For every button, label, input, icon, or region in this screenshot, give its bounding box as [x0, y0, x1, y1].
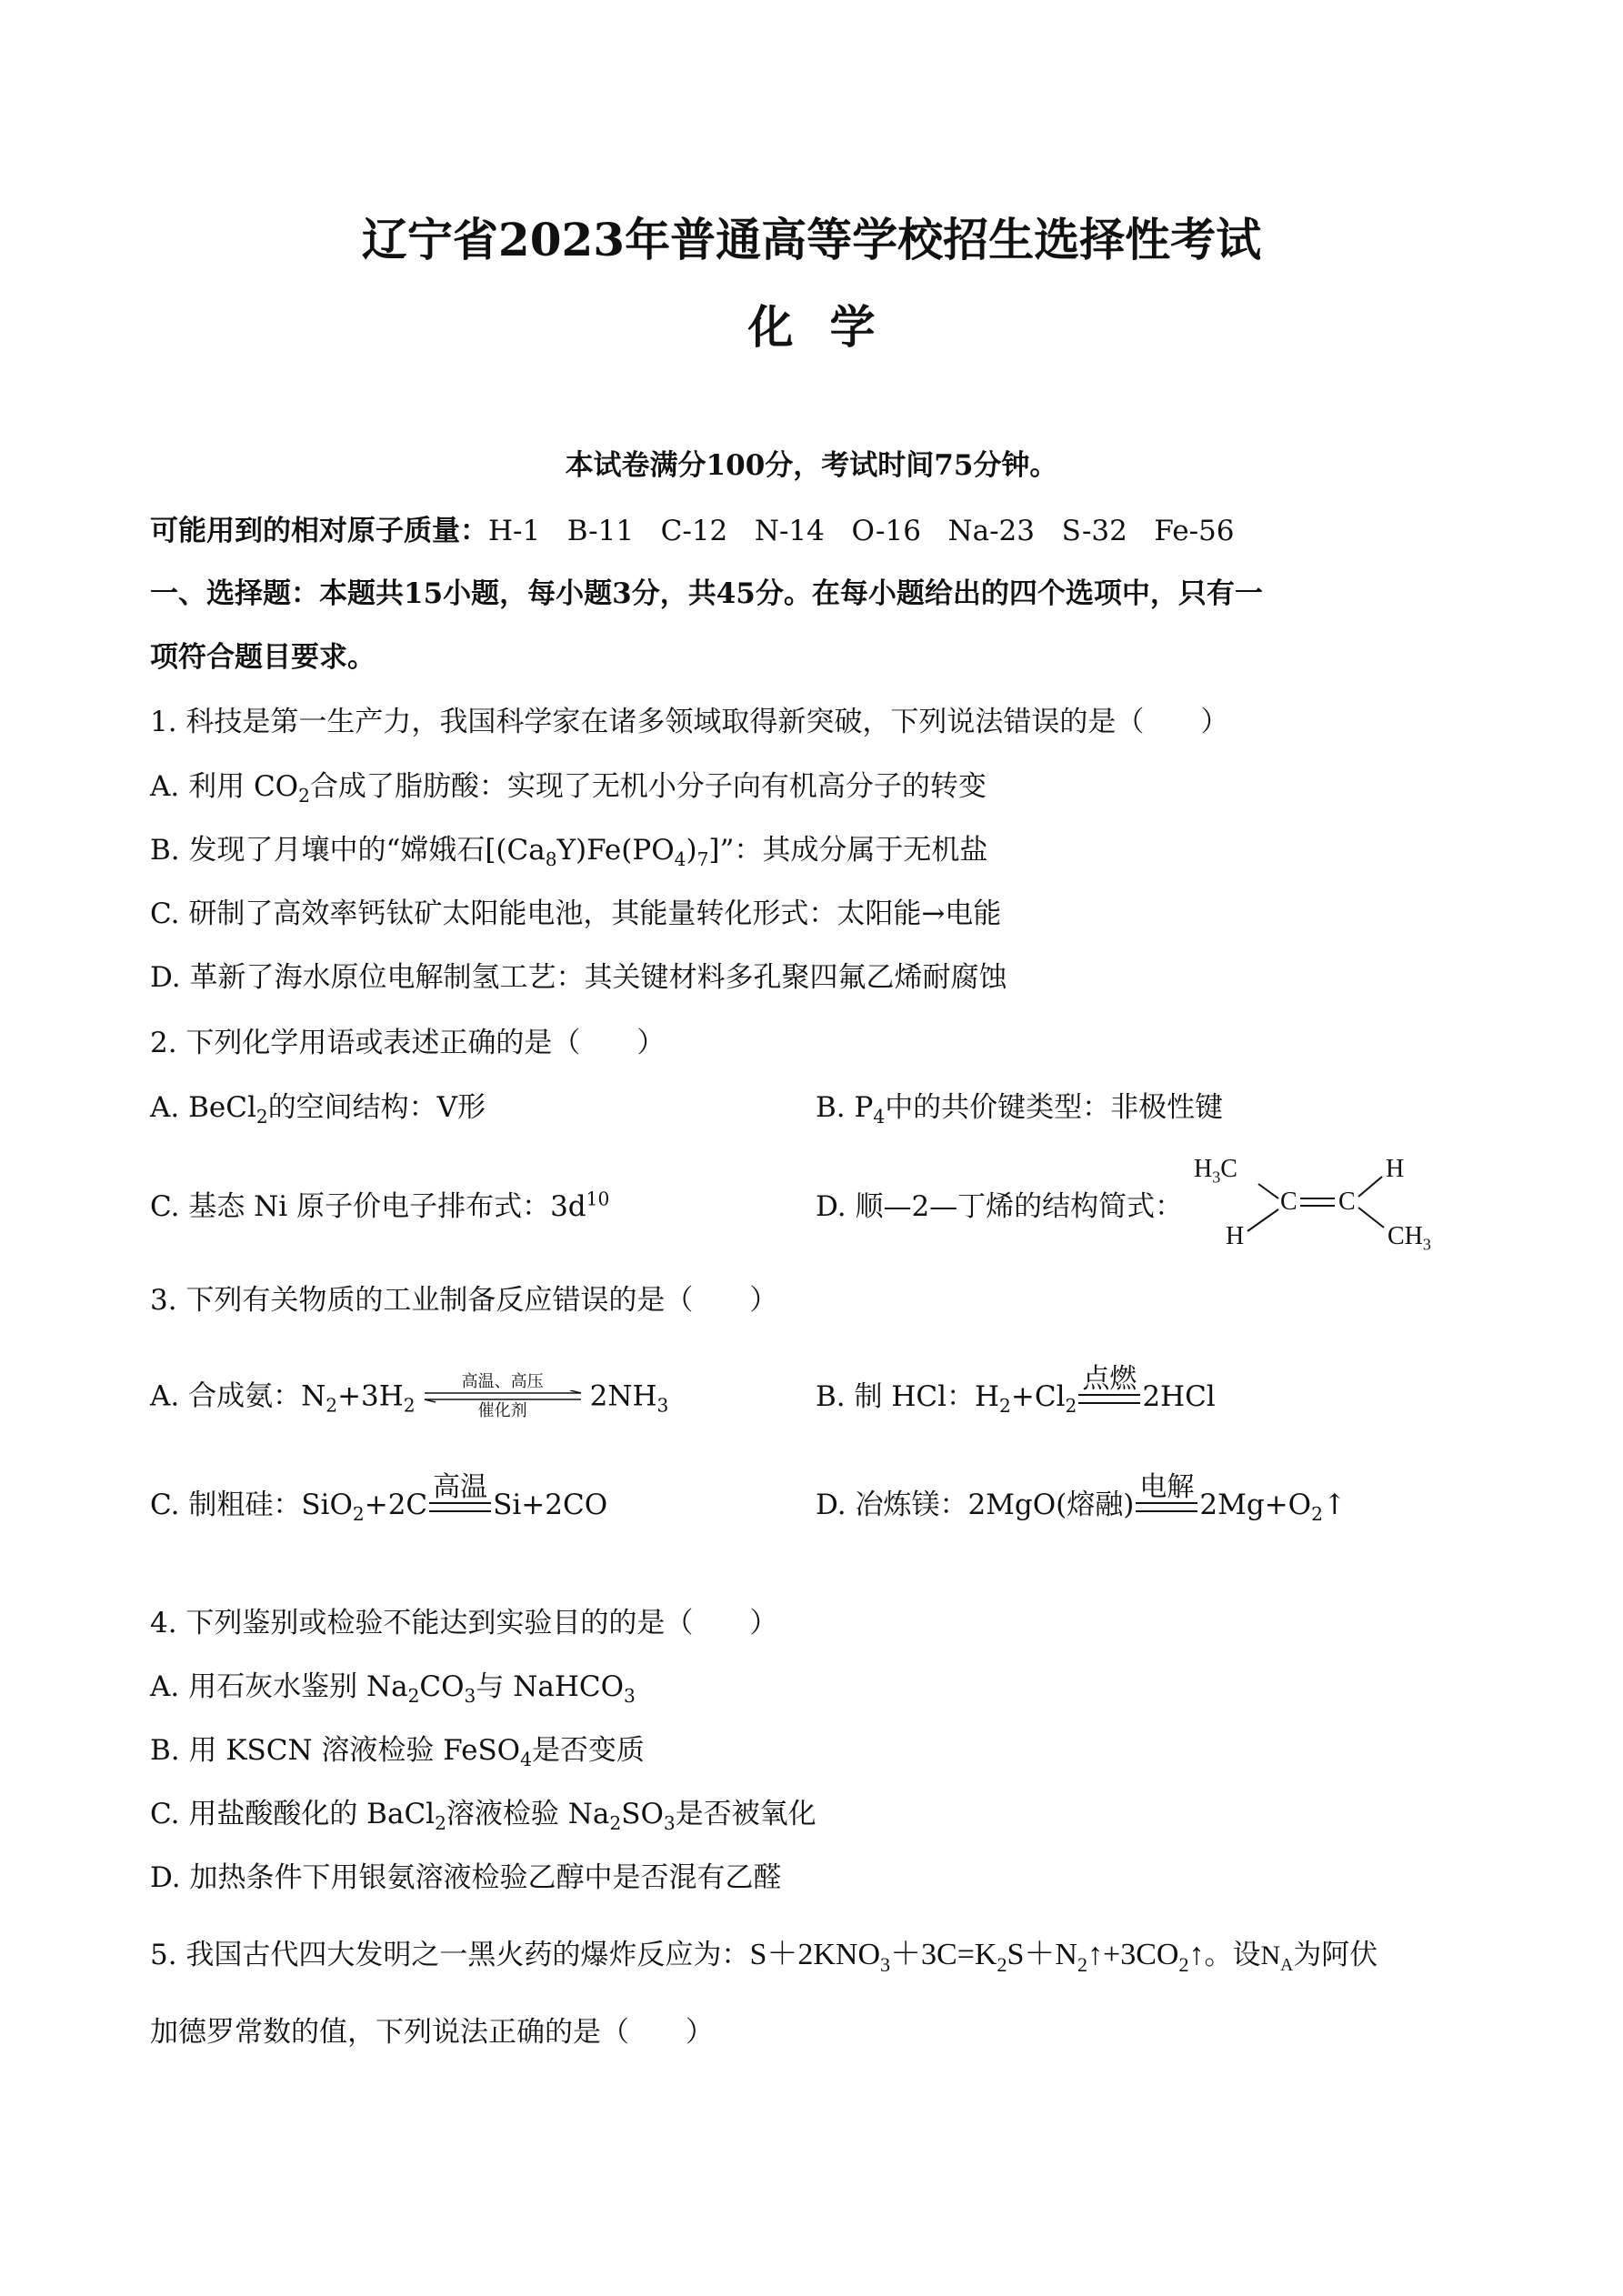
q3-b-label: B. 制 HCl：H: [816, 1380, 1000, 1413]
q4-b-sub: 4: [520, 1749, 532, 1771]
q3-d-cond-text: 电解: [1139, 1471, 1195, 1503]
section-heading-line1: 一、选择题：本题共15小题，每小题3分，共45分。在每小题给出的四个选项中，只有一: [150, 577, 1263, 610]
q3-stem: 3. 下列有关物质的工业制备反应错误的是（ ）: [150, 1284, 778, 1317]
q4-a-post: 与 NaHCO: [476, 1670, 624, 1703]
q2-option-a: [150, 1089, 486, 1126]
mol-h-right: H: [1386, 1155, 1405, 1183]
q4-c-mid: 溶液检验 Na: [446, 1798, 610, 1830]
q1-b-mid2: ): [686, 834, 697, 867]
q3-a-prod: 2NH: [589, 1379, 657, 1413]
q3-d-sub: 2: [1311, 1503, 1323, 1526]
q3-c-mid: +2C: [364, 1489, 428, 1521]
q3-d-label: D. 冶炼镁：2MgO(熔融): [816, 1489, 1135, 1521]
q3-b-prod: 2HCl: [1142, 1380, 1216, 1413]
q1-option-c: C. 研制了高效率钙钛矿太阳能电池，其能量转化形式：太阳能→电能: [150, 897, 1002, 930]
q3-d-prod: 2Mg+O: [1199, 1489, 1312, 1521]
q4-a-text: A. 用石灰水鉴别 Na: [150, 1670, 408, 1703]
mol-ch3: $CH_3$: [1388, 1222, 1431, 1254]
q2-b-text: B. P: [816, 1091, 874, 1124]
q1-option-d: D. 革新了海水原位电解制氢工艺：其关键材料多孔聚四氟乙烯耐腐蚀: [150, 961, 1007, 994]
q5-stem-post: 为阿伏: [1293, 1939, 1378, 1971]
avogadro-symbol: $N_A$: [1260, 1940, 1294, 1975]
q3-option-c: [150, 1473, 607, 1555]
q1-b-sub1: 8: [545, 848, 557, 871]
q1-b-text: B. 发现了月壤中的“嫦娥石[(Ca: [150, 834, 546, 867]
q3-a-mid: +3H: [337, 1379, 404, 1413]
q4-c-sub3: 3: [663, 1812, 676, 1835]
q2-c-text: C. 基态 Ni 原子价电子排布式：3d: [150, 1190, 586, 1223]
q3-b-sub2: 2: [1065, 1395, 1077, 1418]
q4-a-sub3: 3: [624, 1685, 636, 1708]
q1-option-b: [150, 832, 988, 871]
subject-title: 化学: [747, 300, 912, 354]
cis-2-butene-structure: [1189, 1157, 1462, 1275]
mol-h3c: $H_3C$: [1194, 1155, 1237, 1187]
q1-stem: 1. 科技是第一生产力，我国科学家在诸多领域取得新突破，下列说法错误的是（ ）: [150, 706, 1229, 738]
q4-option-d: D. 加热条件下用银氨溶液检验乙醇中是否混有乙醛: [150, 1861, 782, 1894]
q4-option-c: [150, 1796, 817, 1835]
q3-d-condition: [1134, 1473, 1199, 1512]
q2-option-c: [150, 1188, 609, 1225]
q3-option-b: [816, 1344, 1216, 1426]
q4-a-sub1: 2: [407, 1685, 420, 1708]
gas-arrow-icon: ↑: [1322, 1489, 1347, 1521]
q1-b-post: ]”：其成分属于无机盐: [708, 834, 988, 867]
q1-option-a: [150, 768, 987, 805]
q3-b-mid: +Cl: [1010, 1380, 1066, 1413]
mol-c1: C: [1280, 1188, 1297, 1216]
q3-a-label: A. 合成氨：N: [150, 1379, 326, 1413]
q1-a-sub: 2: [298, 785, 310, 807]
q5-stem-line2: 加德罗常数的值，下列说法正确的是（ ）: [150, 2016, 714, 2049]
q4-c-mid2: SO: [621, 1798, 664, 1830]
section-heading-line2: 项符合题目要求。: [150, 641, 376, 674]
q3-a-sub1: 2: [326, 1394, 338, 1417]
q4-c-sub2: 2: [609, 1812, 622, 1835]
q2-a-text: A. BeCl: [150, 1091, 256, 1124]
q1-a-text2: 合成了脂肪酸：实现了无机小分子向有机高分子的转变: [309, 770, 987, 803]
q3-b-cond-text: 点燃: [1082, 1363, 1137, 1395]
q2-stem: 2. 下列化学用语或表述正确的是（ ）: [150, 1027, 666, 1059]
page-title: 辽宁省2023年普通高等学校招生选择性考试: [361, 213, 1262, 266]
q3-b-sub1: 2: [999, 1395, 1011, 1418]
q5-stem-line1: [150, 1937, 1378, 1974]
q2-option-b: [816, 1089, 1223, 1126]
q3-option-d: [816, 1473, 1347, 1555]
q4-a-mid: CO: [419, 1670, 465, 1703]
q3-a-cond-bottom: 催化剂: [477, 1401, 527, 1420]
mol-c2: C: [1338, 1188, 1356, 1216]
q4-a-sub2: 3: [464, 1685, 476, 1708]
score-time-note: 本试卷满分100分，考试时间75分钟。: [565, 449, 1058, 482]
q1-b-sub2: 4: [674, 848, 686, 871]
q3-b-condition: [1077, 1365, 1142, 1404]
q3-c-cond-text: 高温: [433, 1471, 488, 1503]
q3-a-sub3: 3: [656, 1394, 669, 1417]
q2-c-sup: 10: [586, 1188, 610, 1210]
q4-c-sub1: 2: [435, 1812, 446, 1835]
q1-b-sub3: 7: [696, 848, 709, 871]
q3-c-label: C. 制粗硅：SiO: [150, 1489, 353, 1521]
q2-b-sub: 4: [873, 1106, 886, 1128]
q3-a-sub2: 2: [403, 1394, 416, 1417]
q3-a-cond-top: 高温、高压: [461, 1372, 544, 1391]
reversible-arrow: [421, 1372, 585, 1420]
q3-c-prod: Si+2CO: [493, 1489, 608, 1521]
q3-option-a: [150, 1372, 669, 1423]
q1-b-mid: Y)Fe(PO: [556, 834, 675, 867]
q4-b-post: 是否变质: [531, 1734, 645, 1767]
atomic-mass-label: 可能用到的相对原子质量：: [150, 515, 488, 547]
q4-option-b: [150, 1732, 645, 1769]
q4-option-a: [150, 1669, 636, 1708]
mol-bonds: [1189, 1157, 1462, 1275]
q3-c-condition: [427, 1473, 493, 1512]
q5-stem-mid: 。设: [1204, 1939, 1261, 1971]
q2-a-sub: 2: [255, 1106, 268, 1128]
q2-b-post: 中的共价键类型：非极性键: [885, 1091, 1224, 1124]
q2-a-post: 的空间结构：V形: [267, 1091, 486, 1124]
q4-b-text: B. 用 KSCN 溶液检验 FeSO: [150, 1734, 521, 1767]
mol-h-left: H: [1226, 1222, 1245, 1250]
q5-stem-pre: 5. 我国古代四大发明之一黑火药的爆炸反应为：: [150, 1939, 750, 1971]
q3-c-sub1: 2: [352, 1503, 365, 1526]
atomic-mass-values: H-1 B-11 C-12 N-14 O-16 Na-23 S-32 Fe-56: [488, 515, 1235, 547]
q1-a-text: A. 利用 CO: [150, 770, 299, 803]
q4-c-text: C. 用盐酸酸化的 BaCl: [150, 1798, 436, 1830]
atomic-mass-line: [150, 513, 1235, 549]
q4-stem: 4. 下列鉴别或检验不能达到实验目的的是（ ）: [150, 1607, 778, 1639]
q4-c-post: 是否被氧化: [675, 1798, 817, 1830]
q2-option-d: D. 顺—2—丁烯的结构简式：: [816, 1190, 1184, 1223]
q5-equation: $S+2KNO_3+3C=K_2S+N_2↑+3CO_2↑$: [749, 1938, 1205, 1976]
